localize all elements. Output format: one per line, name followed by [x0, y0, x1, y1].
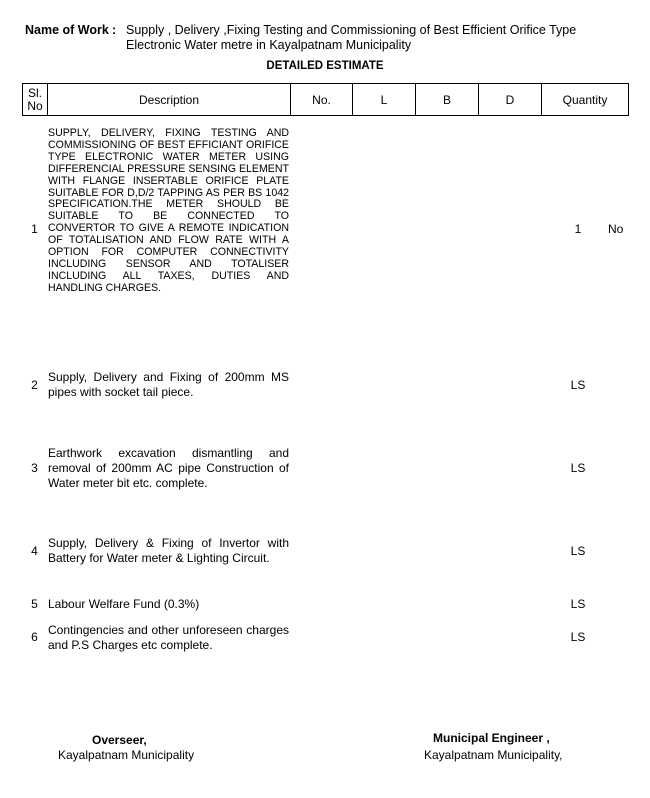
header-d: D: [479, 84, 542, 116]
row-3-quantity: LS: [570, 461, 586, 475]
row-3-description: Earthwork excavation dismantling and removal of 200mm AC pipe Construction of Water meter bit etc. complete.: [48, 446, 289, 490]
row-5-sl-no: 5: [31, 597, 38, 611]
row-4-sl-no: 4: [31, 544, 38, 558]
header-l: L: [353, 84, 416, 116]
row-2-quantity: LS: [570, 378, 586, 392]
row-2-sl-no: 2: [31, 378, 38, 392]
row-6-sl-no: 6: [31, 630, 38, 644]
row-4-description: Supply, Delivery & Fixing of Invertor with Battery for Water meter & Lighting Circuit.: [48, 536, 289, 565]
name-of-work-label: Name of Work: [25, 23, 109, 37]
row-3-sl-no: 3: [31, 461, 38, 475]
estimate-table-header: [22, 83, 629, 116]
overseer-title: Overseer,: [92, 733, 147, 747]
page-title: DETAILED ESTIMATE: [266, 60, 384, 72]
header-no: No.: [291, 84, 353, 116]
row-6-quantity: LS: [570, 630, 586, 644]
header-quantity: Quantity: [542, 84, 629, 116]
row-6-description: Contingencies and other unforeseen charges and P.S Charges etc complete.: [48, 623, 289, 652]
name-of-work-text: Supply , Delivery ,Fixing Testing and Commissioning of Best Efficient Orifice Type Electronic Water metre in Kayalpatnam Municipality: [126, 23, 577, 52]
overseer-org: Kayalpatnam Municipality: [58, 748, 195, 762]
row-1-sl-no: 1: [31, 222, 38, 236]
row-2-description: Supply, Delivery and Fixing of 200mm MS pipes with socket tail piece.: [48, 370, 289, 399]
row-1-quantity: 1: [574, 222, 582, 236]
row-1-unit: No: [608, 222, 624, 236]
header-description: Description: [48, 84, 291, 116]
engineer-title: Municipal Engineer ,: [433, 731, 550, 745]
header-sl-no: Sl. No: [23, 84, 48, 116]
row-5-quantity: LS: [570, 597, 586, 611]
header-b: B: [416, 84, 479, 116]
row-4-quantity: LS: [570, 544, 586, 558]
row-5-description: Labour Welfare Fund (0.3%): [48, 597, 200, 611]
row-1-description: SUPPLY, DELIVERY, FIXING TESTING AND COMMISSIONING OF BEST EFFICIANT ORIFICE TYPE ELECTRONIC WATER METER USING DIFFERENCIAL PRESSURE SENSING ELEMENT WITH FLANGE INSERTABLE ORIFICE PLATE SUITABLE FOR D,D/2 TAPPING AS PER BS 1042 SPECIFICATION.THE METER SHOULD BE SUITABLE TO BE CONNECTED TO CONVERTOR TO GIVE A REMOTE INDICATION OF TOTALISATION AND FLOW RATE WITH A OPTION FOR COMPUTER CONNECTIVITY INCLUDING SENSOR AND TOTALISER INCLUDING ALL TAXES, DUTIES AND HANDLING CHARGES.: [48, 127, 289, 294]
engineer-org: Kayalpatnam Municipality,: [424, 748, 563, 762]
name-of-work-colon: :: [112, 23, 117, 37]
